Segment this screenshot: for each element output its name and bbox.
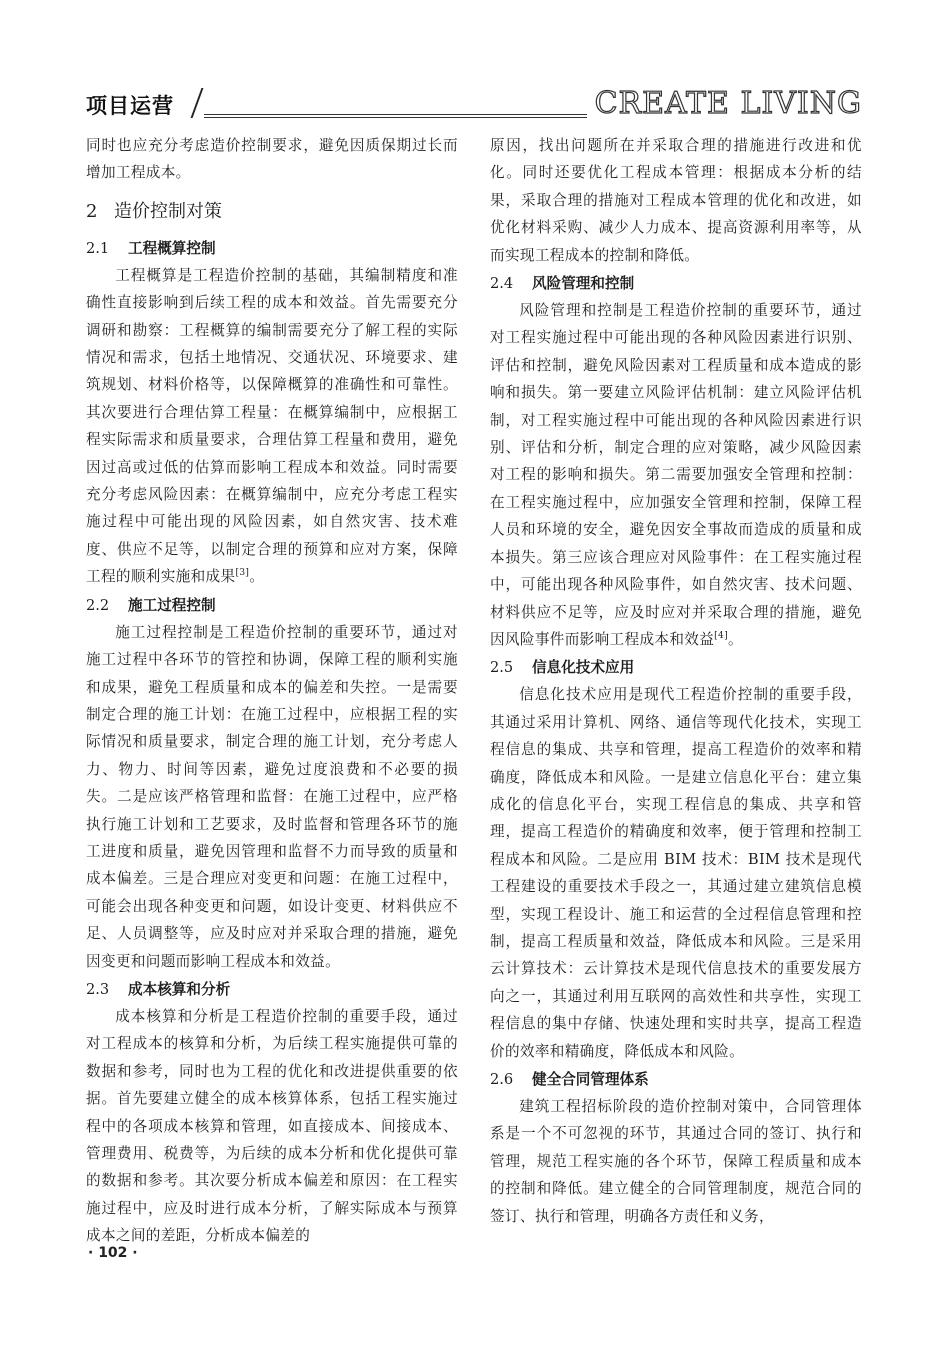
paragraph-2-1 [86,262,458,591]
paragraph-2-5: 信息化技术应用是现代工程造价控制的重要手段，其通过采用计算机、网络、通信等现代化技术，实现工程信息的集成、共享和管理，提高工程造价的效率和精确度，降低成本和风险。一是建立信息化平台：建立集成化的信息化平台，实现工程信息的集成、共享和管理，提高工程造价的精确度和效率，便于管理和控制工程成本和风险。二是应用 BIM 技术：BIM 技术是现代工程建设的重要技术手段之一，其通过建立建筑信息模型，实现工程设计、施工和运营的全过程信息管理和控制，提高工程质量和效益，降低成本和风险。三是采用云计算技术：云计算技术是现代信息技术的重要发展方向之一，其通过利用互联网的高效性和共享性，实现工程信息的集中存储、快速处理和实时共享，提高工程造价的效率和精确度，降低成本和风险。 [490,686,862,1060]
subsection-heading-2-4 [490,270,862,297]
subsection-title: 信息化技术应用 [532,659,635,677]
section-title: 造价控制对策 [114,200,222,222]
subsection-number: 2.6 [490,1071,514,1088]
subsection-heading-2-3 [86,976,458,1003]
paragraph-text: 风险管理和控制是工程造价控制的重要环节，通过对工程实施过程中可能出现的各种风险因素进行识别、评估和控制，避免风险因素对工程质量和成本造成的影响和损失。第一要建立风险评估机制：建立风险评估机制，对工程实施过程中可能出现的各种风险因素进行识别、评估和分析，制定合理的应对策略，减少风险因素对工程的影响和损失。第二需要加强安全管理和控制：在工程实施过程中，应加强安全管理和控制，保障工程人员和环境的安全，避免因安全事故而造成的质量和成本损失。第三应该合理应对风险事件：在工程实施过程中，可能出现各种风险事件，如自然灾害、技术问题、材料供应不足等，应及时应对并采取合理的措施，避免因风险事件而影响工程成本和效益 [490,302,862,648]
brand-logo: CREATE LIVING [587,86,862,121]
right-column [490,132,862,1230]
subsection-number: 2.5 [490,659,514,677]
subsection-title: 施工过程控制 [128,596,216,614]
continued-paragraph: 同时也应充分考虑造价控制要求，避免因质保期过长而增加工程成本。 [86,137,458,182]
section-heading [86,199,458,225]
continued-paragraph: 原因，找出问题所在并采取合理的措施进行改进和优化。同时还要优化工程成本管理：根据成本分析的结果，采取合理的措施对工程成本管理的优化和改进，如优化材料采购、减少人力成本、提高资源利用率等，从而实现工程成本的控制和降低。 [490,137,862,264]
page-number: · 102 · [88,1245,138,1261]
subsection-title: 成本核算和分析 [128,980,231,998]
subsection-number: 2.2 [86,596,110,614]
subsection-title: 风险管理和控制 [532,275,635,293]
paragraph-end: 。 [727,630,743,648]
section-number: 2 [86,200,98,222]
subsection-heading-2-6 [490,1066,862,1093]
paragraph-2-4 [490,297,862,653]
subsection-heading-2-1 [86,235,458,262]
subsection-title: 健全合同管理体系 [532,1071,649,1088]
citation-ref: [4] [714,631,728,642]
citation-ref: [3] [235,568,250,579]
paragraph-text: 工程概算是工程造价控制的基础，其编制精度和准确性直接影响到后续工程的成本和效益。首先需要充分调研和勘察：工程概算的编制需要充分了解工程的实际情况和需求，包括土地情况、交通状况、环境要求、建筑规划、材料价格等，以保障概算的准确性和可靠性。其次要进行合理估算工程量：在概算编制中，应根据工程实际需求和质量要求，合理估算工程量和费用，避免因过高或过低的估算而影响工程成本和效益。同时需要充分考虑风险因素：在概算编制中，应充分考虑工程实施过程中可能出现的风险因素，如自然灾害、技术难度、供应不足等，以制定合理的预算和应对方案，保障工程的顺利实施和成果 [86,266,458,586]
subsection-number: 2.4 [490,275,514,293]
subsection-number: 2.1 [86,239,110,257]
subsection-title: 工程概算控制 [128,239,216,257]
paragraph-2-6: 建筑工程招标阶段的造价控制对策中，合同管理体系是一个不可忽视的环节，其通过合同的签订、执行和管理，规范工程实施的各个环节，保障工程质量和成本的控制和降低。建立健全的合同管理制度，规范合同的签订、执行和管理，明确各方责任和义务， [490,1098,862,1225]
running-header [86,88,862,124]
subsection-heading-2-2 [86,592,458,619]
section-tag: 项目运营 [86,94,174,118]
paragraph-2-2: 施工过程控制是工程造价控制的重要环节，通过对施工过程中各环节的管控和协调，保障工程的顺利实施和成果，避免工程质量和成本的偏差和失控。一是需要制定合理的施工计划：在施工过程中，应根据工程的实际情况和质量要求，制定合理的施工计划，充分考虑人力、物力、时间等因素，避免过度浪费和不必要的损失。二是应该严格管理和监督：在施工过程中，应严格执行施工计划和工艺要求，及时监督和管理各环节的施工进度和质量，避免因管理和监督不力而导致的质量和成本偏差。三是合理应对变更和问题：在施工过程中，可能会出现各种变更和问题，如设计变更、材料供应不足、人员调整等，应及时应对并采取合理的措施，避免因变更和问题而影响工程成本和效益。 [86,623,458,970]
paragraph-2-3: 成本核算和分析是工程造价控制的重要手段，通过对工程成本的核算和分析，为后续工程实施提供可靠的数据和参考，同时也为工程的优化和改进提供重要的依据。首先要建立健全的成本核算体系，包括工程实施过程中的各项成本核算和管理，如直接成本、间接成本、管理费用、税费等，为后续的成本分析和优化提供可靠的数据和参考。其次要分析成本偏差和原因：在工程实施过程中，应及时进行成本分析，了解实际成本与预算成本之间的差距，分析成本偏差的 [86,1007,458,1245]
subsection-heading-2-5 [490,654,862,681]
paragraph-end: 。 [249,568,265,586]
subsection-number: 2.3 [86,980,110,998]
left-column [86,132,458,1250]
